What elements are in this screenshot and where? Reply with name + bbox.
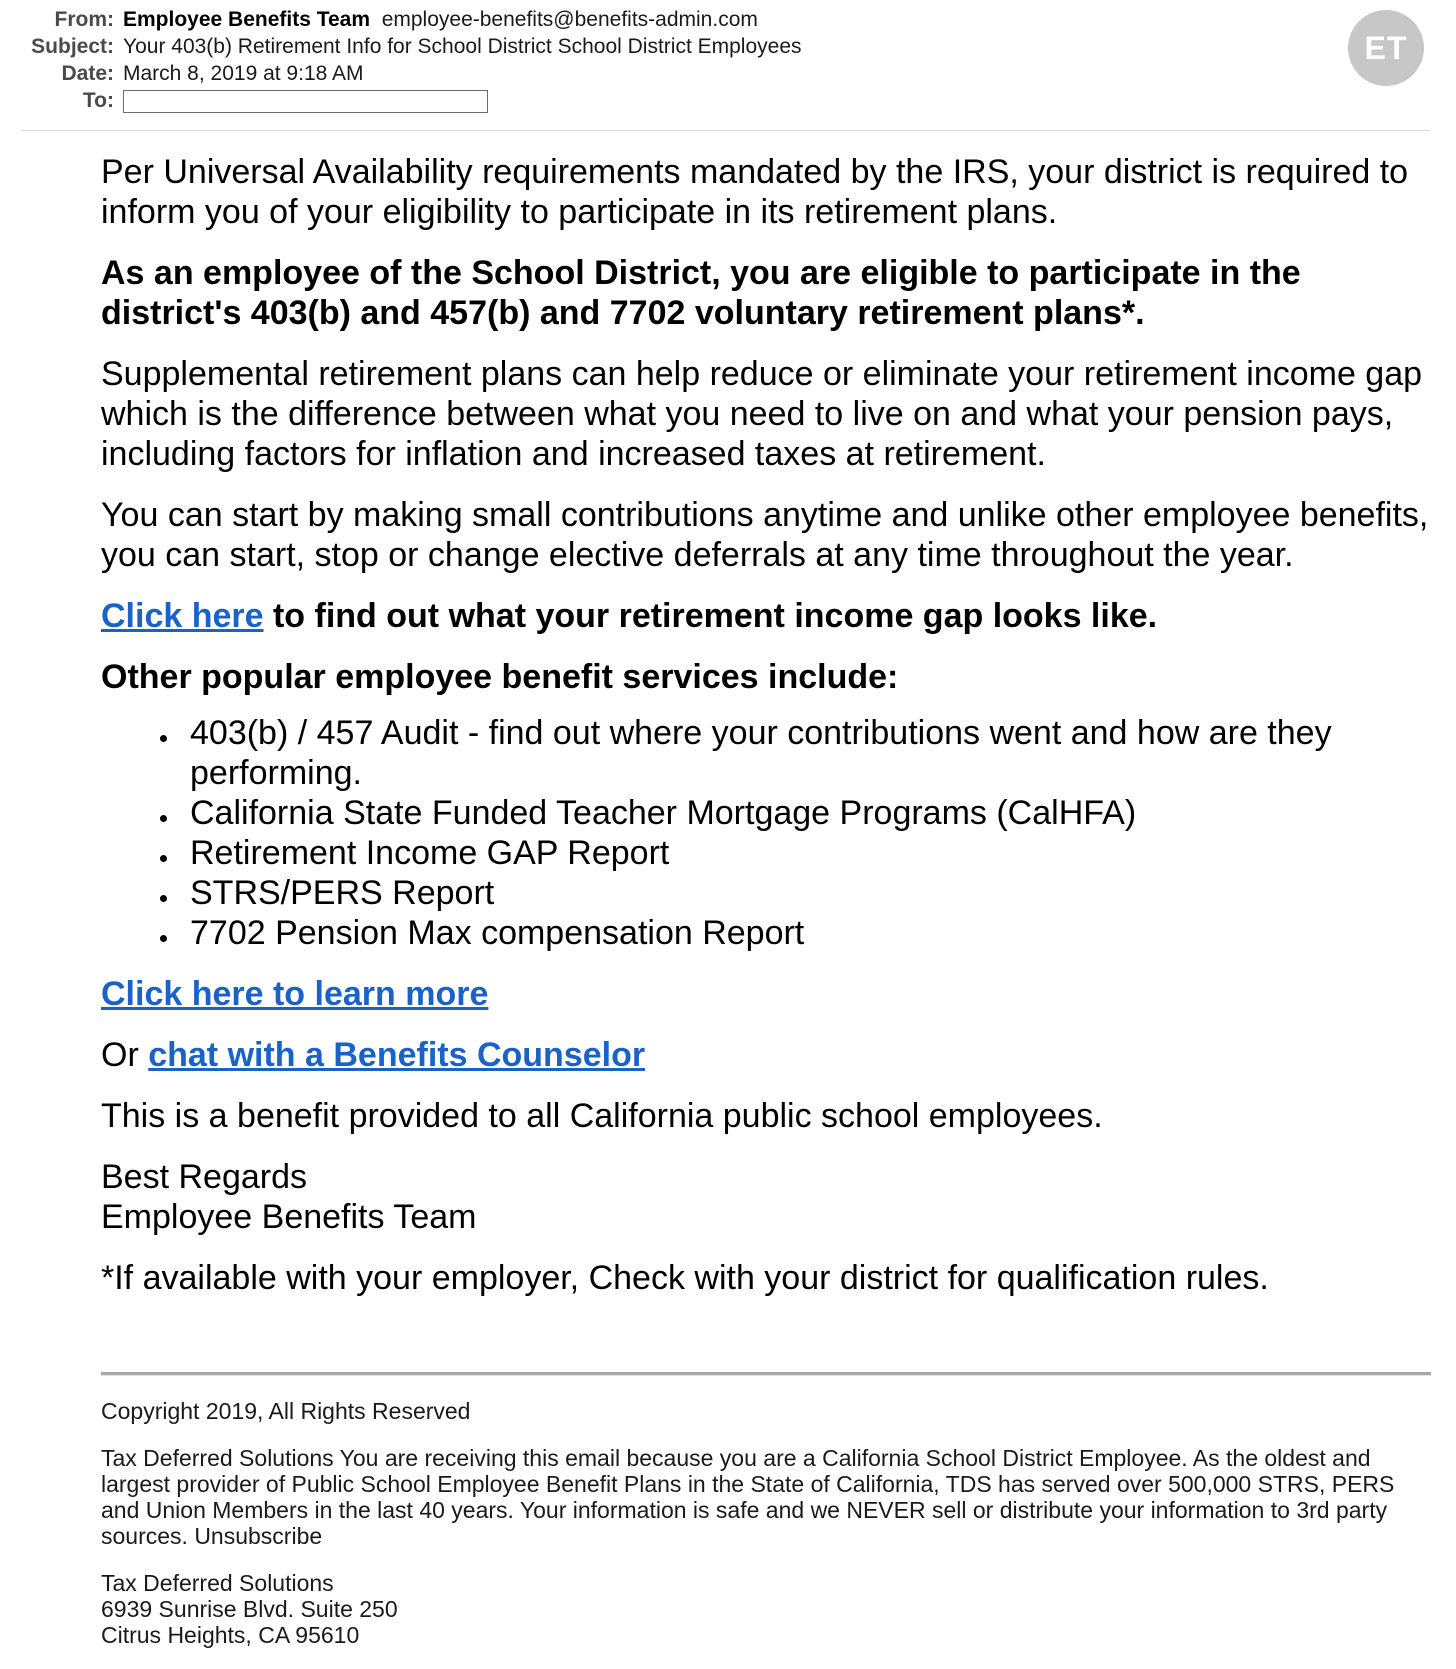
to-label: To: bbox=[82, 89, 114, 112]
date-label: Date: bbox=[61, 62, 114, 85]
qualification-disclaimer: *If available with your employer, Check with your district for qualification rules. bbox=[101, 1259, 1269, 1297]
sender-email[interactable]: employee-benefits@benefits-admin.com bbox=[381, 8, 758, 31]
email-header bbox=[0, 6, 900, 114]
or-text: Or bbox=[101, 1036, 149, 1074]
to-row bbox=[0, 87, 900, 114]
intro-paragraph: Per Universal Availability requirements mandated by the IRS, your district is required to inform you of your eligibility to participate in its retirement plans. bbox=[101, 153, 1409, 231]
email-footer bbox=[101, 1398, 1431, 1648]
services-heading: Other popular employee benefit services include: bbox=[101, 658, 899, 696]
subject-row bbox=[0, 33, 900, 60]
footer-notice: Tax Deferred Solutions You are receiving this email because you are a California School District Employee. As the oldest and largest provider of Public School Employee Benefit Plans in the State of California, TDS has served over 500,000 STRS, PERS and Union Members in the last 40 years. Your information is safe and we NEVER sell or distribute your information to 3rd party sources. Unsubscribe bbox=[101, 1445, 1395, 1549]
supplemental-paragraph: Supplemental retirement plans can help reduce or eliminate your retirement income gap which is the difference between what you need to live on and what your pension pays, including factors for inflation and increased taxes at retirement. bbox=[101, 355, 1423, 473]
sender-name[interactable]: Employee Benefits Team bbox=[123, 8, 371, 31]
learn-more-line bbox=[101, 974, 1436, 1014]
subject-label: Subject: bbox=[31, 35, 114, 58]
footer-divider bbox=[101, 1372, 1431, 1376]
list-item: Retirement Income GAP Report bbox=[190, 833, 1436, 873]
company-address bbox=[101, 1570, 1431, 1648]
chat-line bbox=[101, 1035, 1436, 1075]
income-gap-link[interactable]: Click here bbox=[101, 597, 264, 635]
subject-value: Your 403(b) Retirement Info for School District School District Employees bbox=[123, 35, 802, 58]
header-divider bbox=[21, 130, 1430, 131]
list-item: California State Funded Teacher Mortgage Programs (CalHFA) bbox=[190, 793, 1436, 833]
income-gap-text: to find out what your retirement income gap looks like. bbox=[263, 597, 1158, 635]
date-value: March 8, 2019 at 9:18 AM bbox=[123, 62, 364, 85]
from-value[interactable] bbox=[123, 6, 758, 33]
signature-block bbox=[101, 1157, 1436, 1237]
company-name: Tax Deferred Solutions bbox=[101, 1570, 334, 1596]
copyright-text: Copyright 2019, All Rights Reserved bbox=[101, 1398, 471, 1424]
address-line-2: Citrus Heights, CA 95610 bbox=[101, 1622, 360, 1648]
learn-more-link[interactable]: Click here to learn more bbox=[101, 975, 489, 1013]
address-line-1: 6939 Sunrise Blvd. Suite 250 bbox=[101, 1596, 398, 1622]
eligibility-paragraph: As an employee of the School District, you are eligible to participate in the district's 403(b) and 457(b) and 7702 voluntary retirement plans*. bbox=[101, 254, 1301, 332]
list-item: 7702 Pension Max compensation Report bbox=[190, 913, 1436, 953]
signature-name: Employee Benefits Team bbox=[101, 1198, 477, 1236]
chat-counselor-link[interactable]: chat with a Benefits Counselor bbox=[148, 1036, 646, 1074]
recipient-field[interactable] bbox=[123, 90, 488, 113]
income-gap-line bbox=[101, 596, 1436, 636]
from-label: From: bbox=[54, 8, 114, 31]
email-body bbox=[101, 152, 1436, 1319]
date-row bbox=[0, 60, 900, 87]
signoff: Best Regards bbox=[101, 1158, 307, 1196]
sender-avatar: ET bbox=[1348, 10, 1424, 86]
from-row bbox=[0, 6, 900, 33]
list-item: 403(b) / 457 Audit - find out where your contributions went and how are they performing. bbox=[190, 713, 1436, 793]
contributions-paragraph: You can start by making small contributions anytime and unlike other employee benefits, you can start, stop or change elective deferrals at any time throughout the year. bbox=[101, 496, 1429, 574]
list-item: STRS/PERS Report bbox=[190, 873, 1436, 913]
services-list bbox=[101, 713, 1436, 953]
benefit-note: This is a benefit provided to all California public school employees. bbox=[101, 1097, 1103, 1135]
